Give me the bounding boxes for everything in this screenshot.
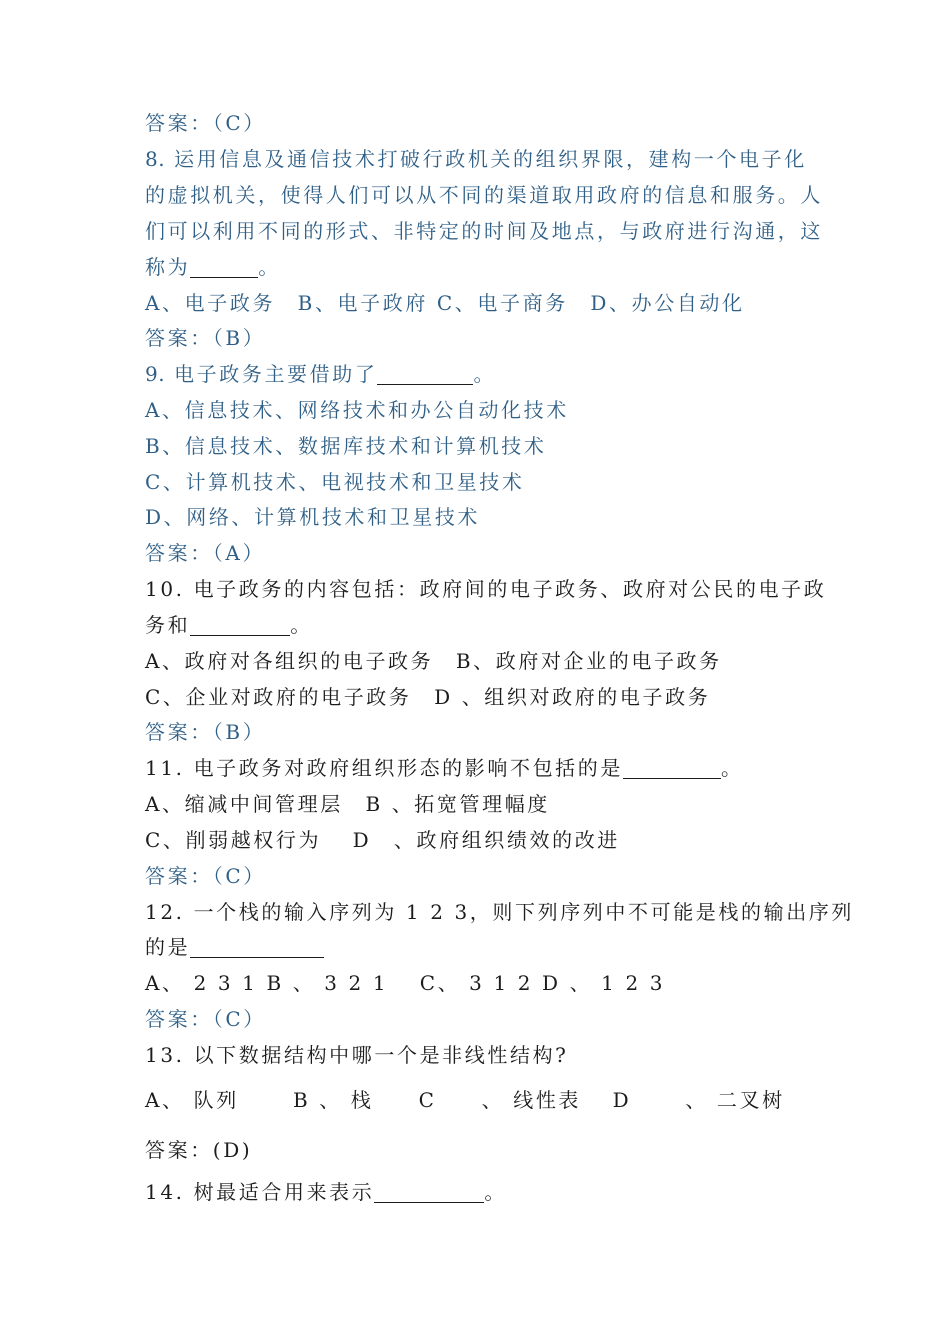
answer-blank <box>190 255 258 278</box>
question-10-options-2: C、企业对政府的电子政务 D 、组织对政府的电子政务 <box>145 685 711 709</box>
question-13: 13. 以下数据结构中哪一个是非线性结构? <box>145 1043 569 1067</box>
question-8-options: A、电子政务 B、电子政府 C、电子商务 D、办公自动化 <box>145 291 745 315</box>
answer-blank <box>190 935 324 958</box>
question-10-line-1: 10. 电子政务的内容包括：政府间的电子政务、政府对公民的电子政 <box>145 577 827 601</box>
answer-blank <box>374 1180 484 1203</box>
answer-line: 答案：（C） <box>145 111 266 135</box>
question-9-answer: 答案：（A） <box>145 541 266 565</box>
question-12-answer: 答案：（C） <box>145 1007 266 1031</box>
answer-blank <box>377 362 473 385</box>
question-9-option-c: C、计算机技术、电视技术和卫星技术 <box>145 470 525 494</box>
question-10-options-1: A、政府对各组织的电子政务 B、政府对企业的电子政务 <box>145 649 722 673</box>
question-9: 9. 电子政务主要借助了 。 <box>145 362 497 386</box>
question-12-line-2: 的是 <box>145 933 324 961</box>
question-8-answer: 答案：（B） <box>145 326 266 350</box>
question-8-line-4: 称为 。 <box>145 255 281 279</box>
question-10-answer: 答案：（B） <box>145 720 266 744</box>
question-9-option-d: D、网络、计算机技术和卫星技术 <box>145 505 481 529</box>
answer-blank <box>190 613 290 636</box>
question-9-option-b: B、信息技术、数据库技术和计算机技术 <box>145 434 547 458</box>
answer-blank <box>623 756 721 779</box>
question-13-answer: 答案：(D) <box>145 1138 253 1162</box>
question-8-line-3: 们可以利用不同的形式、非特定的时间及地点，与政府进行沟通，这 <box>145 219 823 243</box>
question-13-options: A、 队列 B 、 栈 C 、 线性表 D 、 二叉树 <box>145 1088 785 1112</box>
question-11-options-2: C、削弱越权行为 D 、政府组织绩效的改进 <box>145 828 620 852</box>
question-12-line-1: 12. 一个栈的输入序列为 1 2 3，则下列序列中不可能是栈的输出序列 <box>145 900 855 924</box>
question-9-option-a: A、信息技术、网络技术和办公自动化技术 <box>145 398 569 422</box>
question-11: 11. 电子政务对政府组织形态的影响不包括的是 。 <box>145 756 744 780</box>
question-10-line-2: 务和 。 <box>145 613 313 637</box>
question-14: 14. 树最适合用来表示 。 <box>145 1180 507 1204</box>
question-8-line-1: 8. 运用信息及通信技术打破行政机关的组织界限，建构一个电子化 <box>145 147 807 171</box>
question-12-options: A、 2 3 1 B 、 3 2 1 C、 3 1 2 D 、 1 2 3 <box>145 971 666 995</box>
question-11-answer: 答案：（C） <box>145 864 266 888</box>
question-11-options-1: A、缩减中间管理层 B 、拓宽管理幅度 <box>145 792 550 816</box>
question-8-line-2: 的虚拟机关，使得人们可以从不同的渠道取用政府的信息和服务。人 <box>145 183 823 207</box>
